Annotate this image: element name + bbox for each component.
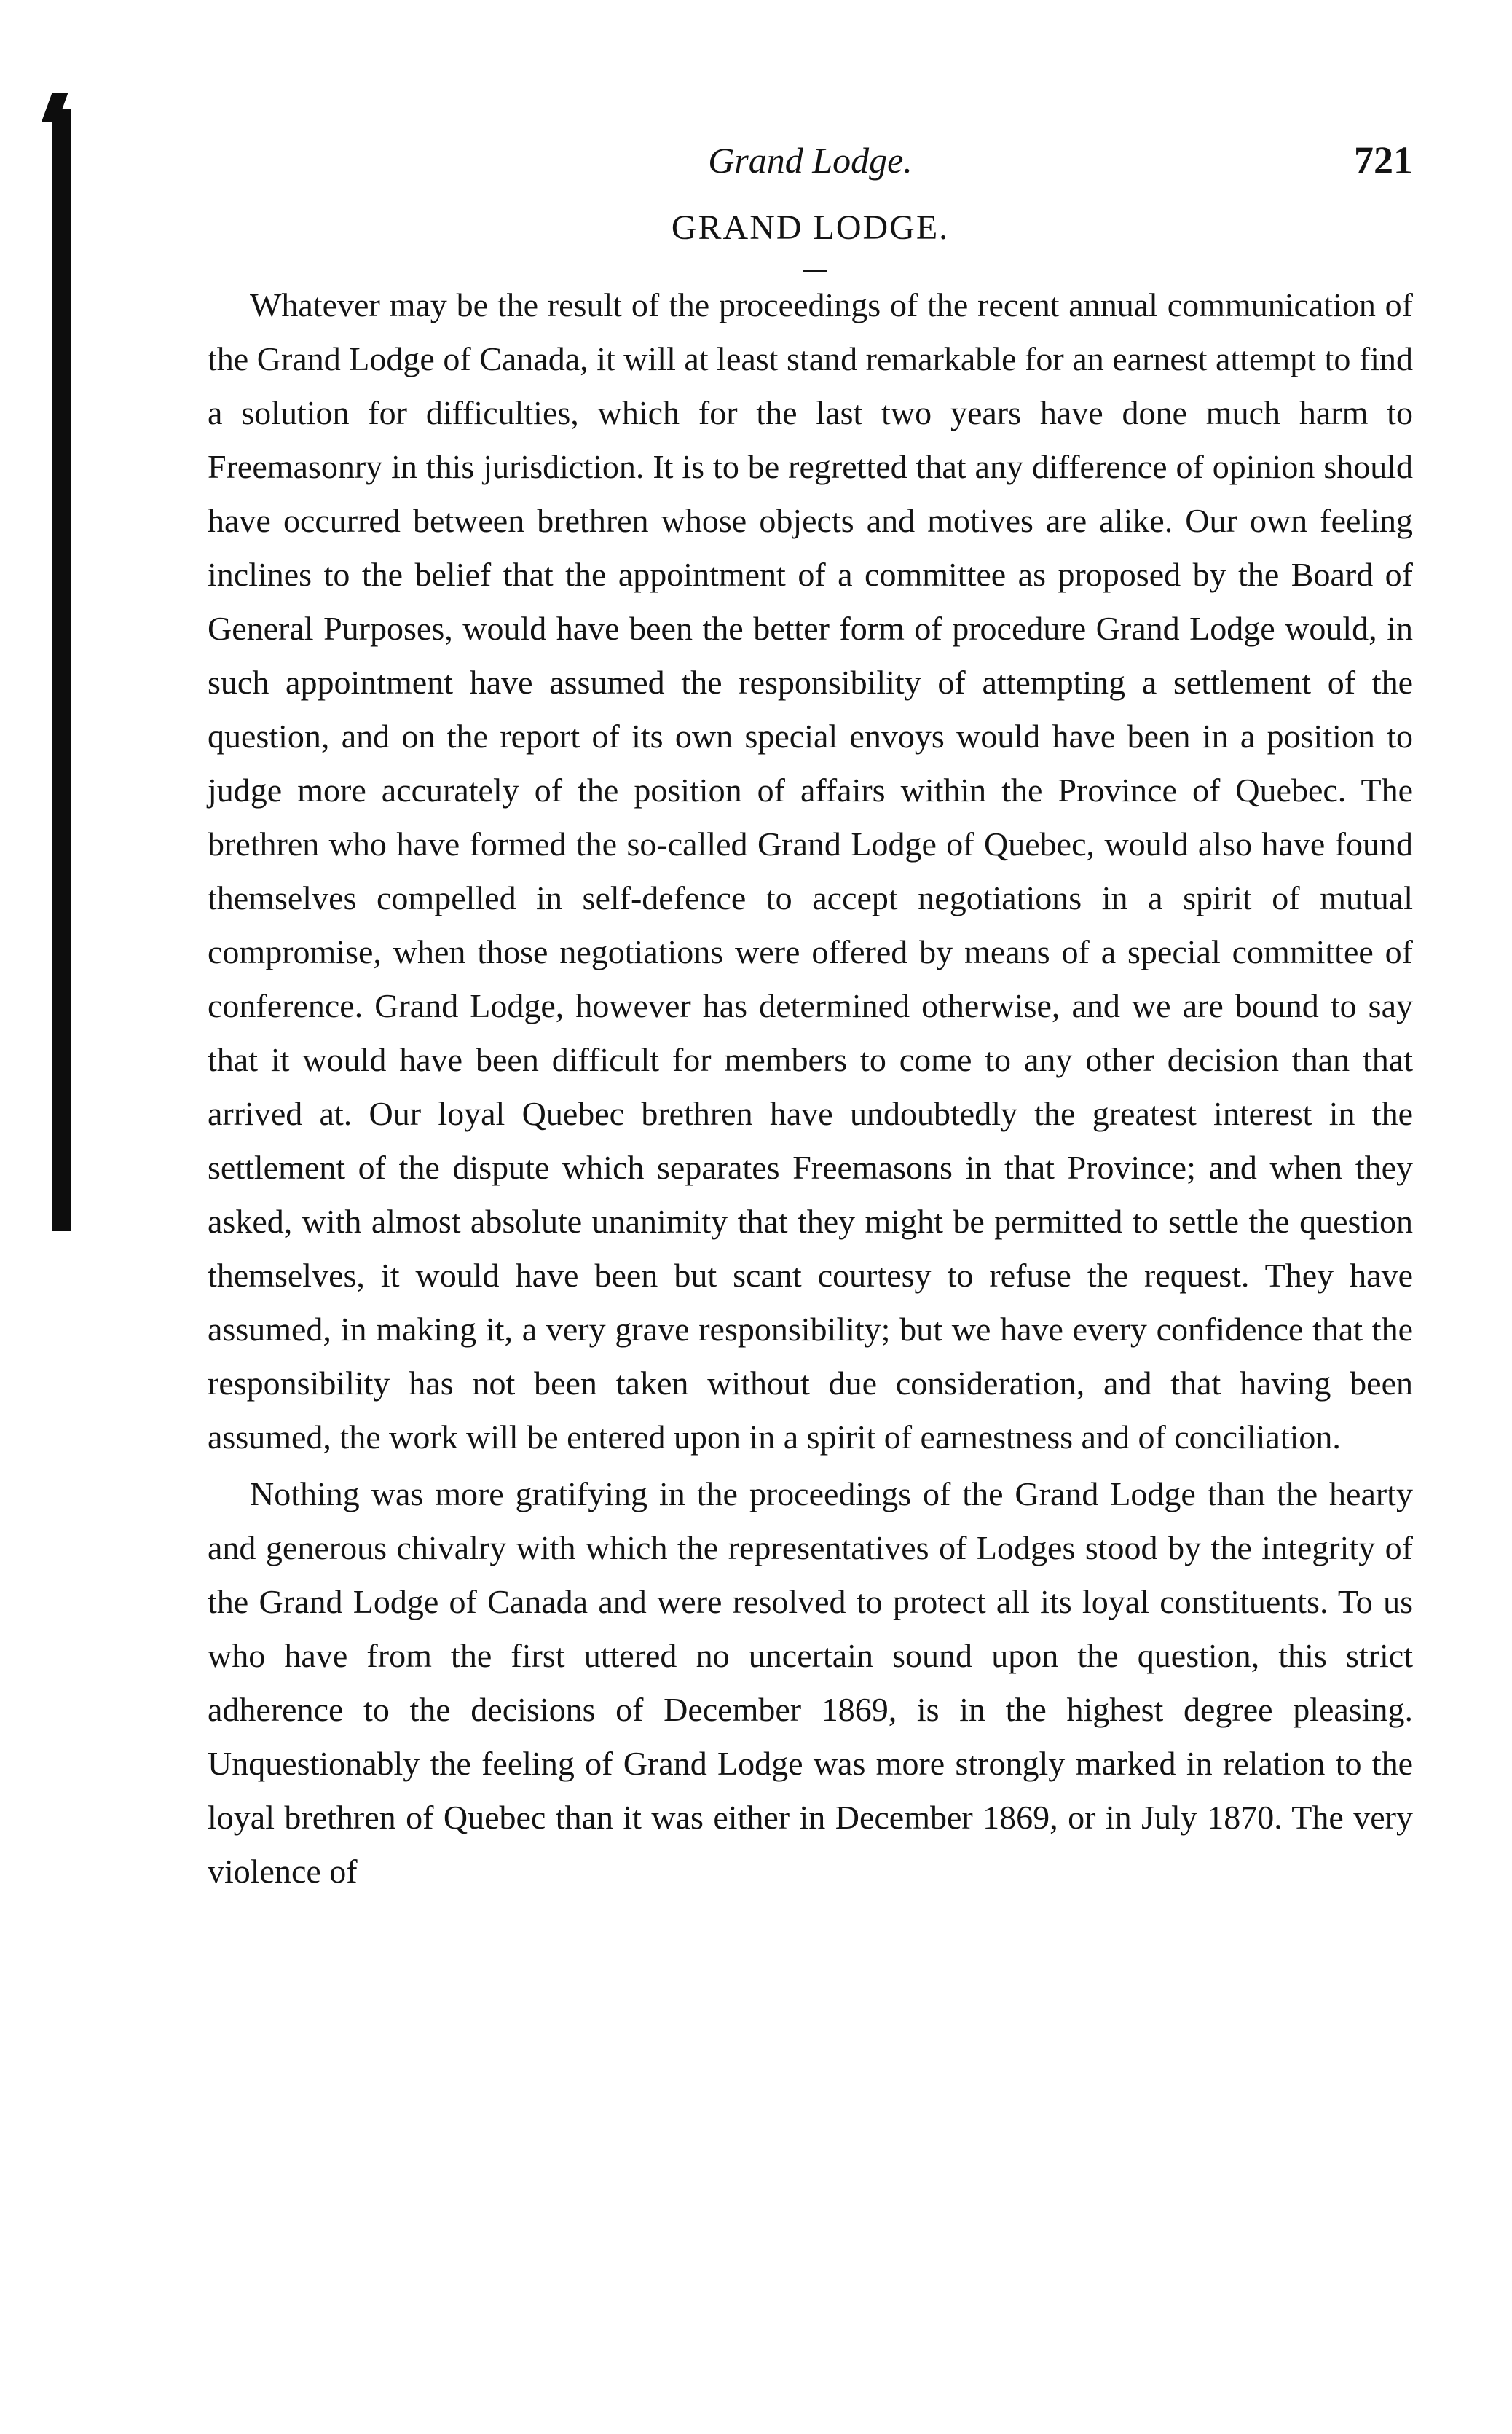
title-rule [803, 270, 827, 272]
paragraph-2: Nothing was more gratifying in the proceedings of the Grand Lodge than the hearty and generous chivalry with which the representatives of Lodges stood by the integrity of the Grand Lodge of Canada and were resolved to protect all its loyal constituents. To us who have from the first uttered no uncertain sound upon the question, this strict adherence to the decisions of December 1869, is in the highest degree pleasing. Unquestionably the feeling of Grand Lodge was more strongly marked in relation to the loyal brethren of Quebec than it was either in December 1869, or in July 1870. The very violence of [208, 1475, 1413, 1890]
binding-edge-bar [52, 109, 71, 1231]
article-title: GRAND LODGE. [671, 208, 950, 247]
running-header [208, 131, 1413, 189]
paragraph-1: Whatever may be the result of the proceedings of the recent annual communication of the Grand Lodge of Canada, it will at least stand remarkable for an earnest attempt to find a solution for difficulties, which for the last two years have done much harm to Freemasonry in this jurisdiction. It is to be regretted that any difference of opinion should have occurred between brethren whose objects and motives are alike. Our own feeling inclines to the belief that the appointment of a committee as proposed by the Board of General Purposes, would have been the better form of procedure Grand Lodge would, in such appointment have assumed the responsibility of attempting a settlement of the question, and on the report of its own special envoys would have been in a position to judge more accurately of the position of affairs within the Province of Quebec. The brethren who have formed the so-called Grand Lodge of Quebec, would also have found themselves compelled in self-defence to accept negotiations in a spirit of mutual compromise, when those negotiations were offered by means of a special committee of conference. Grand Lodge, however has determined otherwise, and we are bound to say that it would have been difficult for members to come to any other decision than that arrived at. Our loyal Quebec brethren have undoubtedly the greatest interest in the settlement of the dispute which separates Freemasons in that Province; and when they asked, with almost absolute unanimity that they might be permitted to settle the question themselves, it would have been but scant courtesy to refuse the request. They have assumed, in making it, a very grave responsibility; but we have every confidence that the responsibility has not been taken without due consideration, and that having been assumed, the work will be entered upon in a spirit of earnestness and of conciliation. [208, 286, 1413, 1456]
article-body [208, 278, 1413, 1899]
page-number: 721 [1354, 138, 1413, 182]
running-title: Grand Lodge. [708, 140, 913, 181]
